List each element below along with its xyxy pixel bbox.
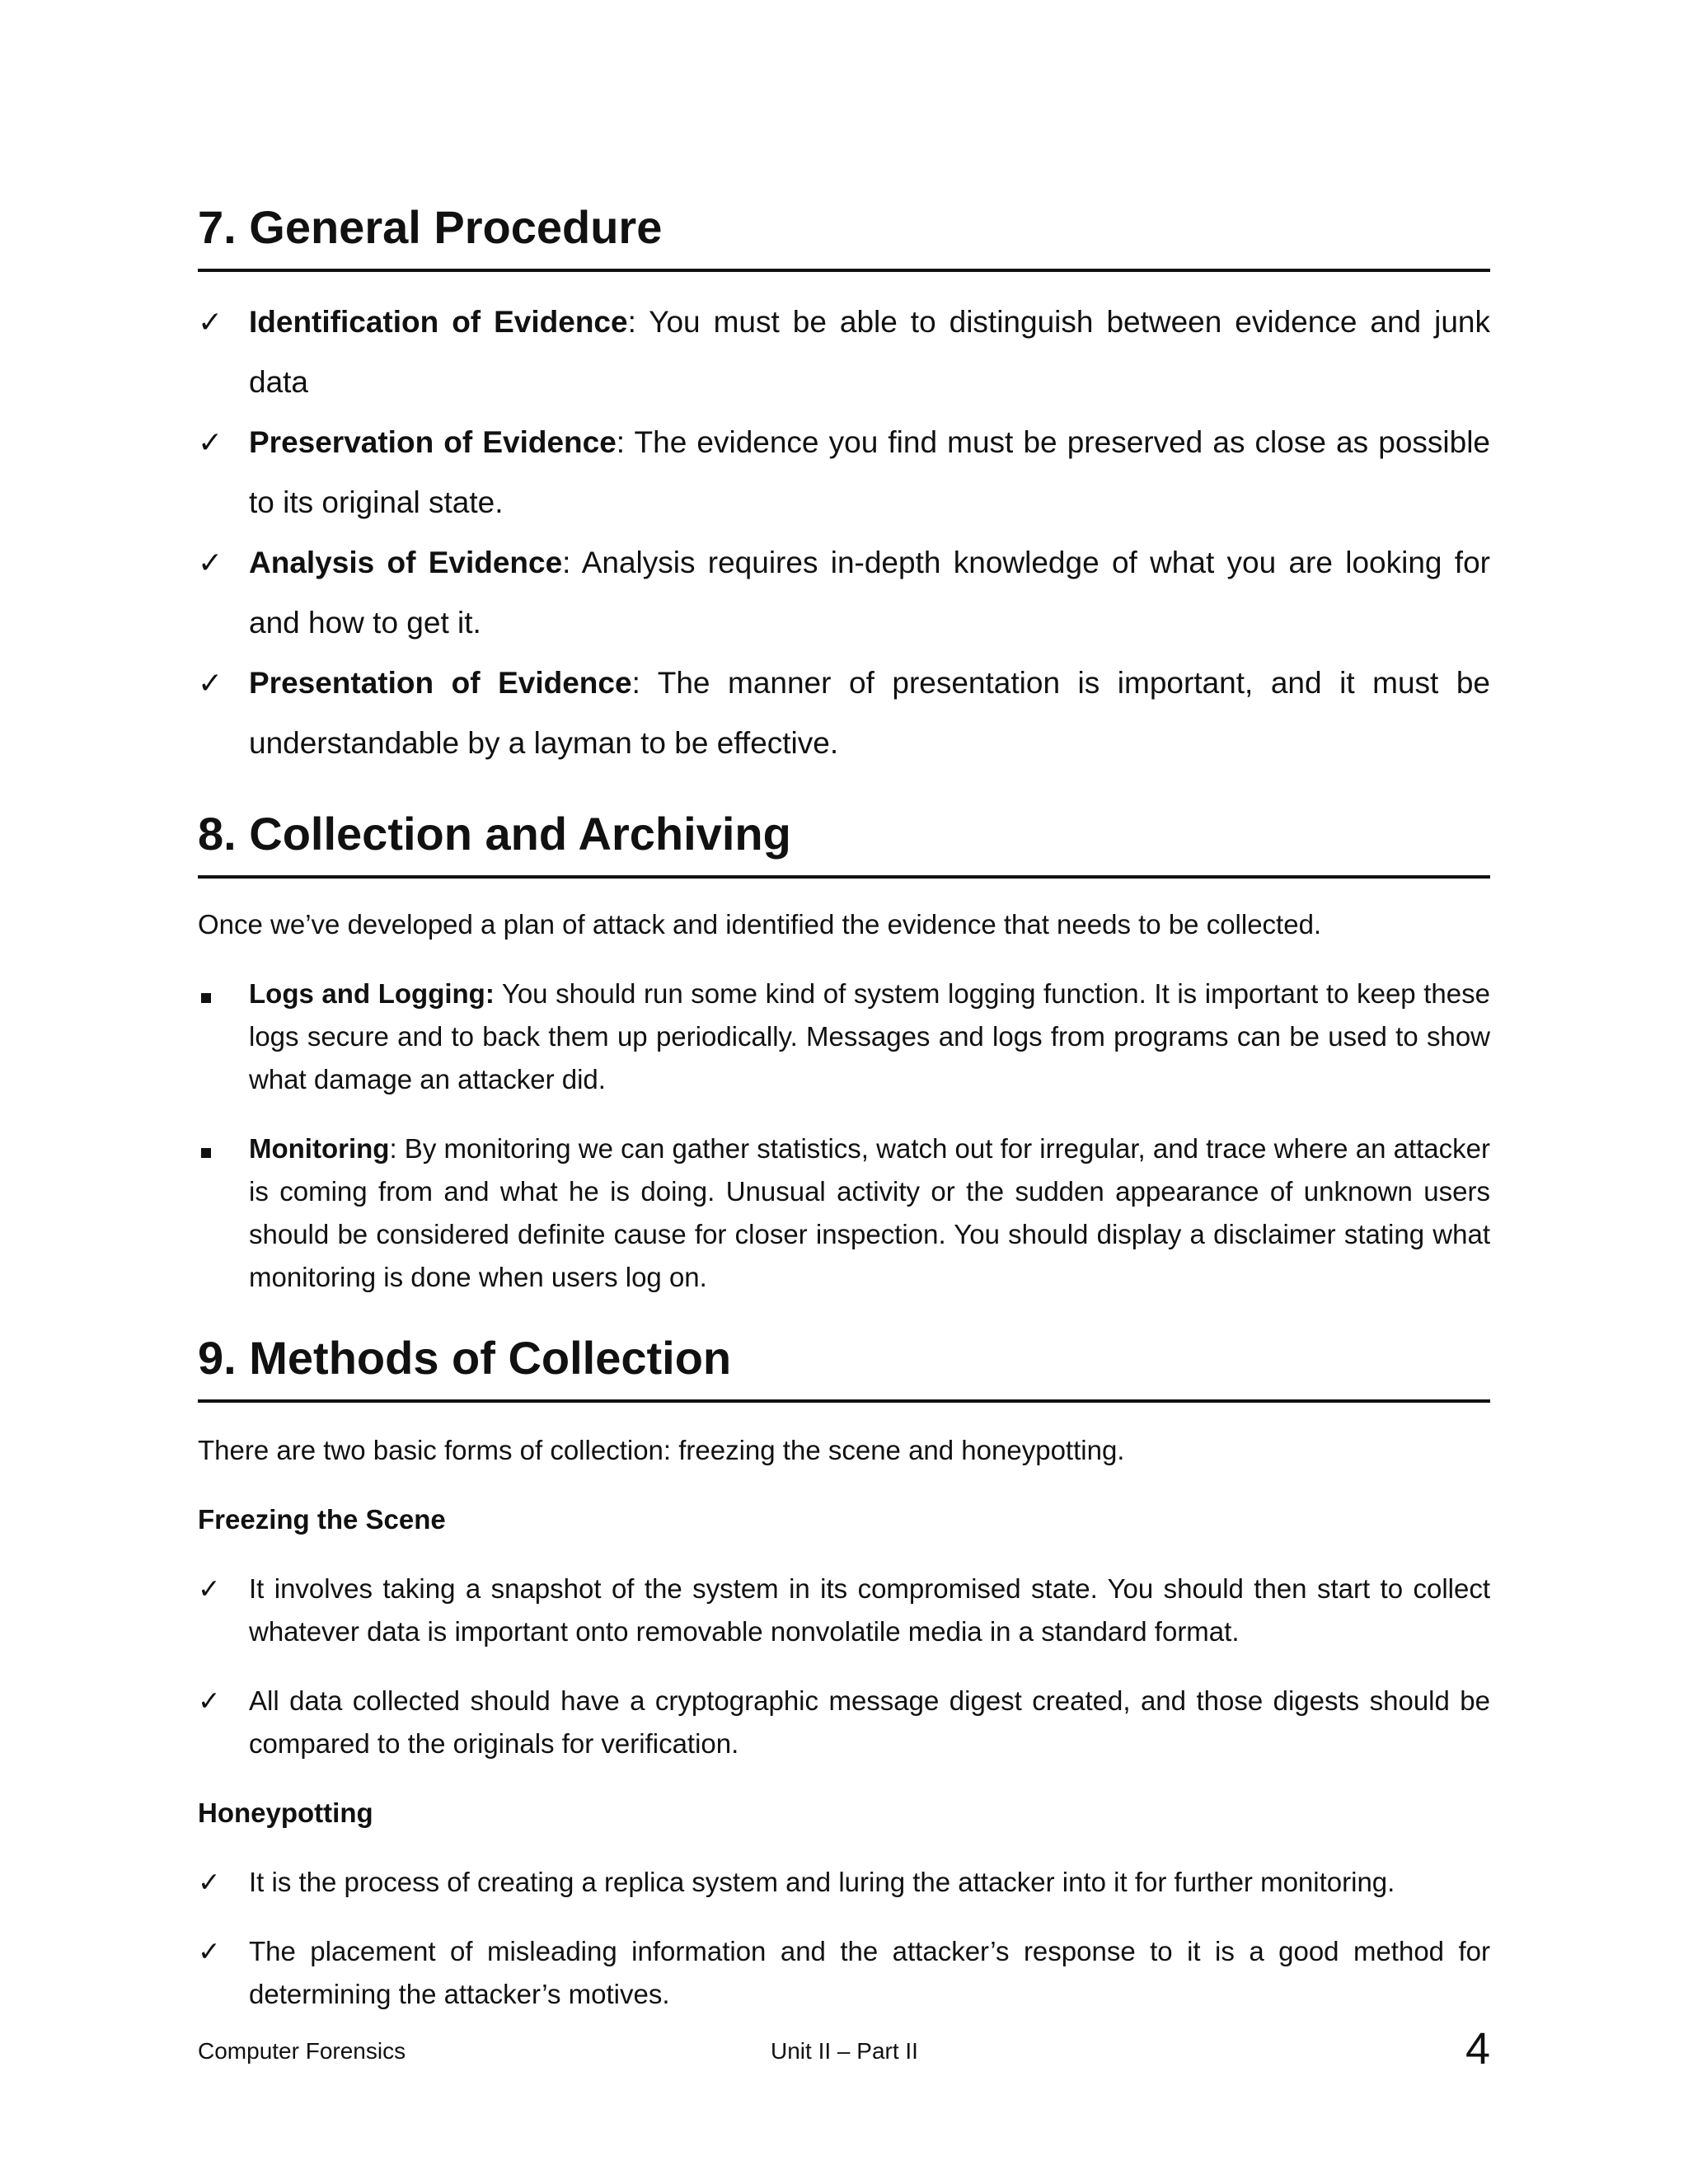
freezing-list xyxy=(198,1568,1490,1765)
checkmark-icon: ✓ xyxy=(198,1573,221,1604)
collection-archiving-list xyxy=(198,972,1490,1299)
section-title-methods-collection: 9. Methods of Collection xyxy=(198,1329,1490,1403)
item-text: The placement of misleading information and the attacker’s response to it is a good method for determining the attacker’s motives. xyxy=(249,1936,1490,2009)
list-item xyxy=(198,1930,1490,2016)
list-item xyxy=(198,1680,1490,1765)
checkmark-icon: ✓ xyxy=(198,1867,221,1897)
term: Identification of Evidence xyxy=(249,305,628,339)
subheading-honeypotting: Honeypotting xyxy=(198,1797,373,1828)
checkmark-icon: ✓ xyxy=(198,1685,221,1716)
term-description: : The manner of presentation is important, and it must be understandable by a layman to be effective. xyxy=(249,666,1490,760)
general-procedure-list xyxy=(198,292,1490,773)
list-item xyxy=(198,1127,1490,1299)
term: Preservation of Evidence xyxy=(249,425,617,459)
term: Analysis of Evidence xyxy=(249,546,563,579)
section-intro: Once we’ve developed a plan of attack and identified the evidence that needs to be collected. xyxy=(198,909,1322,940)
checkmark-icon: ✓ xyxy=(198,1936,221,1966)
term: Monitoring xyxy=(249,1133,390,1164)
term: Logs and Logging: xyxy=(249,978,495,1009)
checkmark-icon: ✓ xyxy=(198,666,223,700)
honeypotting-list xyxy=(198,1861,1490,2016)
list-item xyxy=(198,653,1490,773)
page-footer xyxy=(198,2023,1490,2073)
item-text: It is the process of creating a replica system and luring the attacker into it for further monitoring. xyxy=(249,1867,1395,1897)
section-title-general-procedure: 7. General Procedure xyxy=(198,198,1490,272)
footer-course-title: Computer Forensics xyxy=(198,2038,406,2064)
footer-unit-label: Unit II – Part II xyxy=(771,2038,918,2064)
square-bullet-icon xyxy=(198,1127,231,1170)
list-item xyxy=(198,532,1490,653)
checkmark-icon: ✓ xyxy=(198,305,223,339)
list-item xyxy=(198,1861,1490,1904)
list-item xyxy=(198,972,1490,1101)
item-text: It involves taking a snapshot of the system in its compromised state. You should then start to collect whatever data is important onto removable nonvolatile media in a standard format. xyxy=(249,1573,1490,1647)
term-description: : By monitoring we can gather statistics, watch out for irregular, and trace where an attacker is coming from and what he is doing. Unusual activity or the sudden appearance of unknown users should be considered definite cause for closer inspection. You should display a disclaimer stating what monitoring is done when users log on. xyxy=(249,1133,1490,1292)
list-item xyxy=(198,412,1490,532)
item-text: All data collected should have a cryptographic message digest created, and those digests should be compared to the originals for verification. xyxy=(249,1685,1490,1759)
term: Presentation of Evidence xyxy=(249,666,632,700)
term-description: : Analysis requires in-depth knowledge of what you are looking for and how to get it. xyxy=(249,546,1490,640)
term-description: : You must be able to distinguish between evidence and junk data xyxy=(249,305,1490,399)
checkmark-icon: ✓ xyxy=(198,546,223,579)
page-content xyxy=(198,198,1490,2016)
list-item xyxy=(198,292,1490,412)
square-bullet-icon xyxy=(198,972,231,1015)
list-item xyxy=(198,1568,1490,1653)
page-number: 4 xyxy=(1465,2024,1490,2074)
term-description: : The evidence you find must be preserved as close as possible to its original state. xyxy=(249,425,1490,519)
section-title-collection-archiving: 8. Collection and Archiving xyxy=(198,804,1490,879)
checkmark-icon: ✓ xyxy=(198,425,223,459)
subheading-freezing-scene: Freezing the Scene xyxy=(198,1504,446,1535)
section-intro: There are two basic forms of collection: freezing the scene and honeypotting. xyxy=(198,1435,1125,1465)
term-description: You should run some kind of system logging function. It is important to keep these logs secure and to back them up periodically. Messages and logs from programs can be used to show what damage an attacker did. xyxy=(249,978,1490,1094)
